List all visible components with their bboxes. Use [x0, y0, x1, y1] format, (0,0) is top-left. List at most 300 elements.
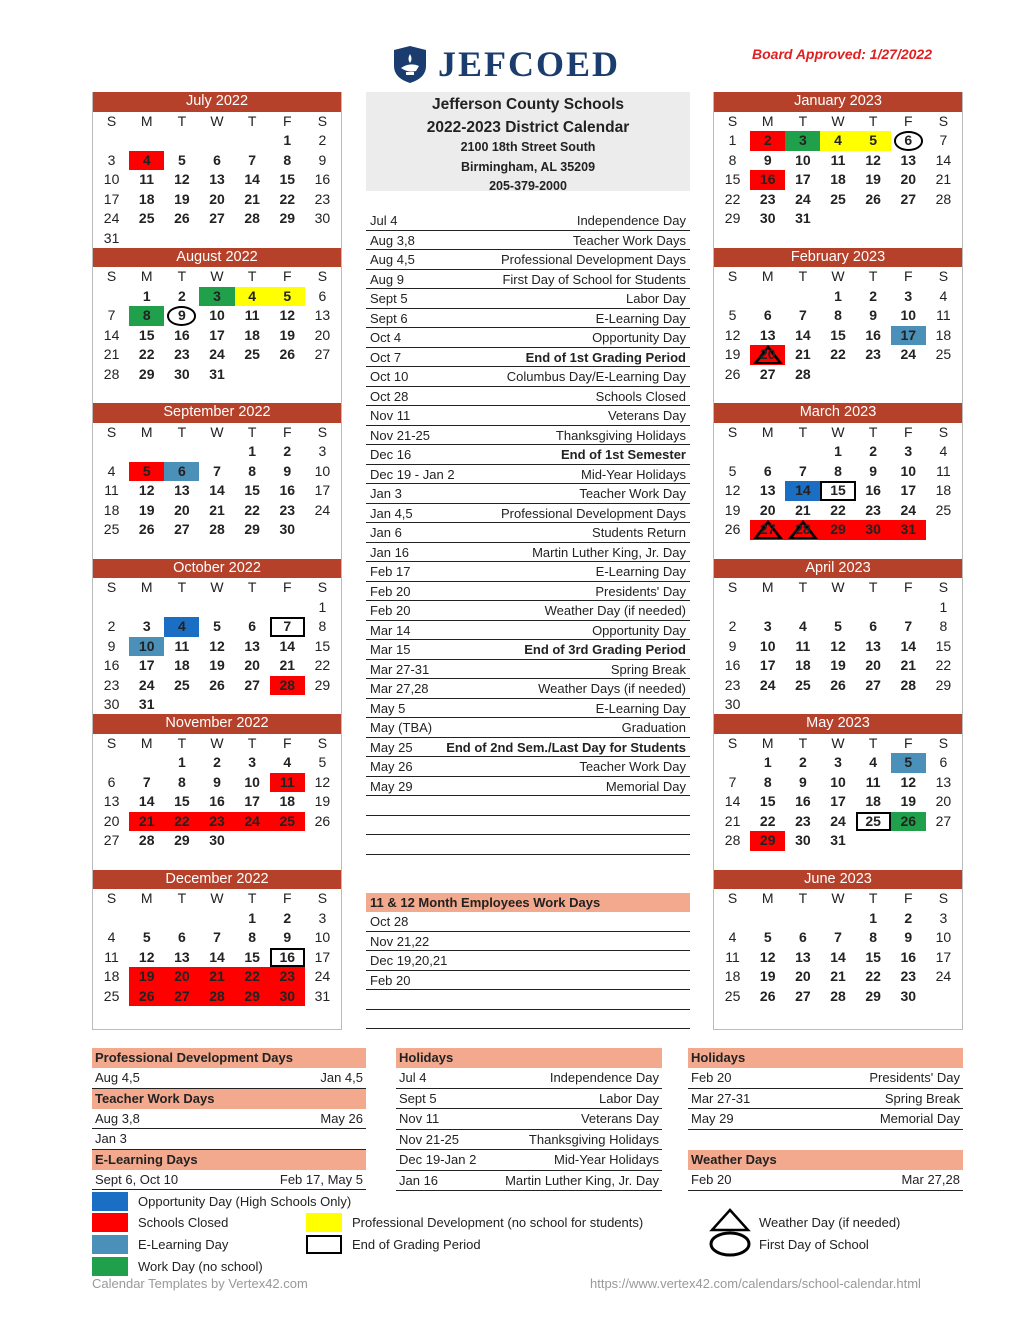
day-cell	[129, 229, 164, 249]
day-cell: 28	[795, 365, 811, 382]
day-cell	[305, 520, 340, 540]
event-name: Teacher Work Day	[579, 486, 686, 501]
day-cell: 7	[107, 307, 116, 323]
holidays-title: Holidays	[688, 1048, 963, 1068]
day-cell: 4	[283, 754, 292, 770]
address-city: Birmingham, AL 35209	[460, 159, 596, 174]
day-cell: 30	[314, 210, 331, 226]
legend-elearning: E-Learning Day	[138, 1237, 229, 1252]
day-cell	[270, 598, 305, 618]
day-cell: 28	[138, 832, 155, 848]
weekday-label: W	[210, 268, 224, 284]
day-cell: 28	[209, 521, 225, 537]
day-cell: 28	[199, 987, 234, 1007]
day-cell: 8	[763, 773, 772, 790]
weekday-label: T	[247, 268, 257, 284]
weekday-label: S	[938, 890, 949, 906]
day-cell: 9	[869, 462, 878, 479]
day-cell: 4	[107, 929, 116, 945]
day-cell: 20	[314, 326, 331, 343]
day-cell: 12	[900, 773, 917, 790]
event-row	[366, 426, 690, 446]
day-cell: 24	[235, 812, 270, 832]
day-cell: 29	[820, 520, 855, 540]
teacher-work-days-row: Jan 3	[92, 1129, 366, 1150]
holiday-row: Nov 11 Veterans Day	[396, 1109, 662, 1130]
legend-pd: Professional Development (no school for students)	[352, 1215, 644, 1230]
day-cell: 25	[724, 987, 741, 1004]
event-row	[366, 309, 690, 329]
day-cell: 3	[199, 287, 234, 307]
day-cell: 29	[865, 987, 881, 1004]
day-cell: 9	[213, 773, 221, 790]
day-cell: 6	[318, 287, 327, 304]
day-cell: 12	[830, 637, 846, 654]
weekday-label: T	[177, 268, 187, 284]
day-cell: 5	[891, 753, 926, 773]
day-cell: 26	[279, 346, 296, 362]
event-row	[366, 406, 690, 426]
month-december-2022	[93, 870, 341, 1026]
event-name: Students Return	[592, 525, 686, 540]
day-cell: 23	[103, 676, 120, 693]
day-cell: 4	[798, 618, 807, 634]
weekday-label: F	[282, 579, 292, 595]
day-cell: 20	[103, 812, 120, 829]
day-cell: 24	[900, 346, 917, 362]
day-cell: 16	[724, 657, 741, 673]
weekday-label: S	[938, 112, 949, 129]
day-cell	[891, 831, 926, 851]
day-cell: 7	[248, 151, 257, 168]
day-cell: 25	[244, 346, 260, 362]
district-name: Jefferson County Schools	[431, 96, 625, 113]
day-cell: 23	[314, 190, 331, 207]
month-march-2023	[714, 403, 962, 559]
weekday-label: T	[868, 579, 878, 595]
day-cell: 16	[209, 793, 225, 809]
weekday-label: T	[868, 268, 878, 284]
pd-swatch	[306, 1213, 342, 1232]
day-cell: 7	[939, 132, 948, 148]
day-cell	[199, 442, 234, 462]
event-name: Schools Closed	[595, 388, 686, 404]
day-cell: 29	[138, 365, 155, 382]
day-cell: 26	[129, 987, 164, 1007]
weekday-label: T	[247, 423, 257, 440]
weekday-label: T	[868, 112, 878, 129]
opportunity-swatch	[92, 1192, 128, 1211]
day-cell	[94, 909, 129, 929]
day-cell: 17	[314, 948, 331, 965]
day-cell: 2	[318, 132, 327, 148]
employee-day-row: Dec 19,20,21	[366, 951, 690, 971]
day-cell: 29	[279, 210, 296, 226]
day-cell: 31	[103, 229, 120, 246]
day-cell	[235, 598, 270, 618]
district-title-box	[366, 92, 690, 191]
footer-url: https://www.vertex42.com/calendars/school-calendar.html	[590, 1276, 921, 1291]
day-cell: 23	[865, 501, 881, 518]
day-cell: 4	[939, 287, 948, 304]
day-cell: 24	[759, 676, 776, 693]
month-header: September 2022	[93, 403, 341, 423]
day-cell: 15	[759, 793, 776, 809]
event-date: Mar 14	[370, 622, 411, 638]
day-cell: 13	[174, 482, 190, 498]
day-cell: 17	[795, 171, 811, 187]
weekday-label: S	[317, 890, 328, 906]
day-cell: 7	[798, 462, 807, 479]
day-cell: 19	[759, 968, 776, 984]
day-cell	[235, 831, 270, 851]
day-cell	[270, 365, 305, 385]
day-cell: 27	[935, 812, 952, 829]
day-cell	[164, 131, 199, 151]
day-cell	[715, 287, 750, 307]
day-cell: 30	[856, 520, 891, 540]
weather-triangle-icon	[708, 1208, 752, 1258]
weekday-label: S	[727, 268, 738, 284]
event-date: May 5	[370, 700, 406, 716]
day-cell: 16	[795, 793, 811, 809]
day-cell	[926, 209, 961, 229]
weekday-label: T	[177, 734, 187, 751]
event-date: Dec 16	[370, 447, 412, 462]
month-header: June 2023	[714, 870, 962, 890]
day-cell: 3	[107, 151, 116, 168]
event-row	[366, 211, 690, 231]
day-cell: 6	[177, 929, 186, 945]
day-cell: 21	[129, 812, 164, 832]
day-cell	[94, 442, 129, 462]
weekday-label: F	[903, 423, 913, 440]
day-cell: 10	[795, 151, 811, 168]
day-cell	[856, 365, 891, 385]
day-cell: 18	[103, 968, 120, 984]
weekday-label: F	[282, 268, 292, 284]
day-cell: 22	[244, 501, 260, 518]
elearning-days-title: E-Learning Days	[92, 1150, 366, 1170]
event-row	[366, 738, 690, 758]
holiday-row: Mar 27-31 Spring Break	[688, 1089, 963, 1110]
weekday-label: M	[761, 112, 774, 129]
legend-grading: End of Grading Period	[352, 1237, 481, 1252]
day-cell: 10	[830, 773, 846, 790]
event-name: Spring Break	[610, 661, 686, 677]
employee-day-row: Oct 28	[366, 912, 690, 932]
event-date: May 29	[370, 778, 413, 794]
weekday-label: S	[317, 734, 328, 751]
day-cell: 7	[213, 929, 221, 945]
day-cell: 8	[834, 307, 842, 323]
day-cell: 1	[248, 909, 257, 926]
day-cell: 6	[939, 754, 948, 770]
day-cell	[750, 909, 785, 929]
event-row	[366, 679, 690, 699]
event-row	[366, 348, 690, 368]
day-cell	[270, 229, 305, 249]
weekday-label: T	[798, 112, 808, 129]
day-cell: 29	[750, 831, 785, 851]
day-cell: 20	[244, 657, 260, 673]
day-cell: 15	[724, 171, 741, 187]
holiday-row: Jan 16 Martin Luther King, Jr. Day	[396, 1171, 662, 1192]
day-cell: 15	[865, 948, 881, 965]
event-date: Jan 6	[370, 525, 402, 540]
day-cell	[715, 753, 750, 773]
day-cell	[856, 695, 891, 715]
blank-row	[366, 990, 690, 1010]
event-date: May 26	[370, 759, 413, 774]
day-cell: 21	[724, 812, 741, 829]
day-cell: 13	[795, 948, 811, 965]
day-cell: 11	[104, 482, 119, 498]
weekday-label: W	[210, 112, 224, 129]
day-cell	[926, 365, 961, 385]
day-cell: 2	[869, 287, 878, 304]
weekday-label: W	[831, 890, 845, 906]
day-cell	[129, 598, 164, 618]
day-cell: 22	[935, 657, 952, 673]
day-cell: 24	[314, 968, 331, 984]
day-cell: 25	[174, 676, 190, 693]
day-cell: 14	[935, 151, 952, 168]
day-cell: 6	[763, 462, 772, 479]
day-cell: 4	[869, 754, 878, 770]
day-cell: 16	[865, 482, 881, 498]
day-cell: 29	[724, 210, 741, 226]
day-cell: 11	[865, 773, 881, 790]
month-july-2022	[93, 92, 341, 248]
weekday-label: S	[727, 112, 738, 129]
weekday-label: T	[247, 112, 257, 129]
day-cell: 2	[213, 754, 221, 770]
day-cell: 31	[138, 696, 155, 712]
day-cell	[750, 598, 785, 618]
day-cell: 25	[830, 190, 846, 207]
day-cell	[270, 695, 305, 715]
event-row	[366, 289, 690, 309]
day-cell	[305, 365, 340, 385]
holiday-row: Sept 5 Labor Day	[396, 1089, 662, 1110]
day-cell: 11	[795, 637, 811, 654]
day-cell	[926, 520, 961, 540]
day-cell: 5	[834, 618, 842, 634]
address-street: 2100 18th Street South	[460, 140, 596, 154]
event-name: Independence Day	[576, 213, 686, 228]
day-cell: 3	[318, 909, 327, 926]
weekday-label: F	[903, 890, 913, 906]
day-cell: 9	[164, 306, 199, 326]
day-cell: 9	[904, 929, 913, 945]
day-cell: 4	[129, 151, 164, 171]
day-cell: 31	[209, 365, 225, 382]
month-grid	[93, 889, 341, 1006]
event-date: Jan 3	[370, 486, 402, 501]
holiday-row: Feb 20 Presidents' Day	[688, 1068, 963, 1089]
event-date: May (TBA)	[370, 720, 433, 735]
day-cell: 2	[904, 909, 913, 926]
day-cell: 16	[174, 326, 190, 343]
month-grid	[93, 734, 341, 851]
day-cell	[715, 442, 750, 462]
day-cell: 12	[174, 171, 190, 187]
day-cell: 5	[763, 929, 772, 945]
day-cell: 11	[936, 307, 951, 323]
day-cell: 19	[174, 190, 190, 207]
day-cell: 29	[244, 521, 260, 537]
day-cell: 23	[279, 501, 296, 518]
day-cell: 28	[785, 520, 820, 540]
event-name: Weather Day (if needed)	[544, 603, 686, 618]
lamp-of-learning-icon	[390, 44, 430, 84]
weekday-label: S	[727, 579, 738, 595]
calendar-column-spring	[713, 92, 963, 1030]
event-name: Veterans Day	[607, 408, 686, 423]
day-cell: 26	[138, 521, 155, 537]
day-cell: 15	[244, 482, 260, 498]
event-name: Memorial Day	[605, 778, 686, 794]
day-cell: 7	[142, 773, 151, 790]
day-cell: 21	[795, 346, 811, 362]
event-name: Professional Development Days	[501, 505, 686, 521]
weekday-label: W	[210, 890, 224, 906]
day-cell: 4	[728, 929, 737, 945]
month-header: December 2022	[93, 870, 341, 890]
weekday-label: S	[106, 423, 117, 440]
pd-days-title: Professional Development Days	[92, 1048, 366, 1068]
day-cell: 20	[865, 657, 881, 673]
weekday-label: M	[140, 112, 153, 129]
month-april-2023	[714, 559, 962, 715]
day-cell: 22	[830, 346, 846, 362]
day-cell: 7	[270, 617, 305, 637]
day-cell: 17	[103, 190, 120, 207]
day-cell: 8	[248, 929, 257, 945]
event-row	[366, 543, 690, 563]
employee-work-days-title: 11 & 12 Month Employees Work Days	[366, 893, 690, 912]
day-cell	[199, 598, 234, 618]
day-cell: 21	[935, 171, 952, 187]
day-cell: 3	[904, 287, 913, 304]
day-cell: 27	[209, 210, 225, 226]
day-cell: 20	[935, 793, 952, 809]
day-cell: 28	[103, 365, 120, 382]
day-cell: 12	[209, 637, 225, 654]
day-cell: 24	[935, 968, 952, 984]
weekday-label: T	[868, 734, 878, 751]
weekday-label: T	[798, 734, 808, 751]
event-row	[366, 523, 690, 543]
day-cell: 18	[279, 793, 296, 809]
day-cell: 1	[248, 443, 257, 459]
weekday-label: S	[106, 268, 117, 284]
day-cell: 27	[314, 346, 331, 362]
day-cell: 5	[142, 929, 151, 945]
month-header: July 2022	[93, 92, 341, 112]
day-cell: 31	[830, 832, 846, 848]
day-cell	[164, 695, 199, 715]
event-name: End of 1st Semester	[561, 447, 686, 462]
holiday-row: May 29 Memorial Day	[688, 1109, 963, 1130]
day-cell: 25	[935, 501, 952, 518]
day-cell: 19	[279, 326, 296, 343]
day-cell	[820, 365, 855, 385]
day-cell: 26	[314, 812, 331, 829]
day-cell	[926, 831, 961, 851]
day-cell: 24	[103, 210, 120, 226]
day-cell: 26	[724, 521, 741, 537]
day-cell: 24	[795, 190, 811, 207]
day-cell: 10	[103, 171, 120, 187]
day-cell: 15	[279, 171, 296, 187]
day-cell: 26	[209, 676, 225, 693]
day-cell: 3	[904, 443, 913, 459]
day-cell: 13	[935, 773, 952, 790]
month-grid	[714, 889, 962, 1006]
day-cell: 23	[865, 346, 881, 362]
day-cell: 1	[763, 754, 772, 770]
day-cell: 1	[177, 754, 186, 770]
event-name: Thanksgiving Holidays	[555, 427, 686, 443]
day-cell: 18	[865, 793, 881, 809]
event-row	[366, 718, 690, 738]
day-cell	[820, 909, 855, 929]
day-cell	[785, 695, 820, 715]
event-name: First Day of School for Students	[502, 271, 686, 287]
phone-number: 205-379-2000	[489, 179, 567, 193]
weekday-label: S	[317, 579, 328, 595]
month-june-2023	[714, 870, 962, 1026]
day-cell: 8	[834, 462, 842, 479]
day-cell	[891, 598, 926, 618]
day-cell: 29	[174, 832, 190, 848]
day-cell: 11	[174, 637, 190, 654]
day-cell: 2	[728, 618, 737, 634]
day-cell: 24	[138, 676, 155, 693]
month-grid	[93, 267, 341, 384]
day-cell: 25	[935, 346, 952, 362]
day-cell: 30	[209, 832, 225, 848]
day-cell: 31	[795, 210, 811, 226]
event-name: Teacher Work Day	[579, 759, 686, 774]
day-cell: 10	[129, 637, 164, 657]
day-cell: 20	[795, 968, 811, 984]
day-cell	[164, 909, 199, 929]
day-cell: 6	[248, 618, 257, 634]
blank-row	[366, 835, 690, 855]
day-cell: 26	[830, 676, 846, 693]
day-cell: 19	[830, 657, 846, 673]
day-cell: 20	[174, 501, 190, 518]
day-cell: 19	[138, 501, 155, 518]
day-cell: 10	[900, 462, 917, 479]
weekday-label: W	[831, 112, 845, 129]
event-name: Martin Luther King, Jr. Day	[532, 544, 686, 560]
day-cell: 29	[235, 987, 270, 1007]
weekday-label: F	[282, 890, 292, 906]
day-cell: 19	[129, 967, 164, 987]
event-date: Feb 20	[370, 603, 411, 618]
legend-weather: Weather Day (if needed)	[759, 1215, 901, 1230]
weekday-label: S	[106, 112, 117, 129]
month-february-2023	[714, 248, 962, 404]
day-cell: 14	[244, 171, 260, 187]
day-cell: 2	[869, 443, 878, 459]
teacher-work-days-row: Aug 3,8 May 26	[92, 1109, 366, 1130]
day-cell: 4	[939, 443, 948, 459]
